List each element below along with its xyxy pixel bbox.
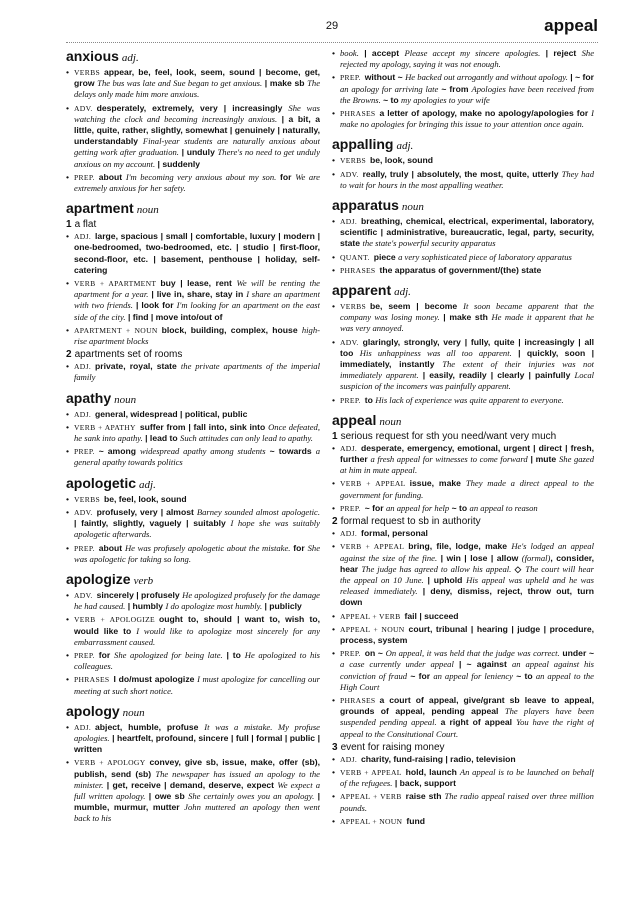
sense-label: event for raising money [340, 741, 445, 753]
grammar-label: ADV. [74, 590, 93, 600]
collocation-block [66, 446, 320, 468]
collocation-block [66, 361, 320, 383]
part-of-speech: adj. [139, 478, 156, 491]
collocation-text: fund [406, 815, 425, 826]
collocation-text: desperately, extremely, very | increasingly [96, 102, 289, 113]
part-of-speech: noun [122, 706, 145, 719]
grammar-label: APPEAL + NOUN [340, 816, 403, 826]
example-text: an appeal to the High Court [340, 670, 594, 692]
collocation-block [66, 674, 320, 696]
entry-headword [332, 136, 594, 152]
collocation-text: general, widespread | political, public [95, 408, 248, 419]
example-text: His lack of experience was quite apparent to everyone. [375, 394, 564, 405]
headword-text: apartment [66, 200, 134, 217]
entry-headword [332, 282, 594, 298]
sense-number: 2 [66, 349, 72, 361]
entry-headword [332, 197, 594, 213]
example-text: my apologies to your wife [401, 94, 490, 105]
collocation-text: | accept [358, 48, 405, 58]
collocation-text: | look for [132, 300, 177, 311]
grammar-label: ADJ. [340, 443, 358, 453]
grammar-label: ADJ. [340, 217, 358, 227]
collocation-block [66, 231, 320, 276]
collocation-block [332, 395, 594, 406]
grammar-label: ADJ. [340, 754, 358, 764]
grammar-label: VERBS [340, 156, 366, 166]
grammar-label: ADV. [74, 103, 93, 113]
collocation-text: court, tribunal | hearing | judge | procedure, process, system [340, 623, 594, 645]
grammar-label: VERB + APOLOGY [74, 758, 146, 768]
example-text: It was a mistake. My profuse apologies. [74, 721, 320, 743]
headword-text: appeal [332, 411, 377, 428]
example-text: We expect a full written apology. [74, 779, 320, 801]
dictionary-entry [66, 571, 320, 697]
collocation-text: appear, be, feel, look, seem, sound | become, get, grow [74, 67, 320, 89]
collocation-block [332, 301, 594, 335]
collocation-block [66, 614, 320, 648]
collocation-text: | mute [527, 454, 559, 465]
example-text: an appeal for help [385, 502, 450, 513]
collocation-text: profusely, very | almost [96, 506, 197, 517]
example-text: I'm becoming very anxious about my son. [125, 171, 277, 182]
headword-text: apologize [66, 570, 131, 587]
example-text: I would like to apologize most sincerely for any embarrassment caused. [74, 625, 320, 647]
example-text: I'm looking for an apartment on the east side of the city. [74, 300, 320, 322]
collocation-block [332, 155, 594, 166]
collocation-block [332, 791, 594, 813]
collocation-block [332, 503, 594, 514]
example-text: I must apologize for cancelling our meeting at such short notice. [74, 674, 320, 696]
example-text: On appeal, it was held that the judge was correct. [385, 648, 560, 659]
grammar-label: QUANT. [340, 252, 370, 262]
headword-text: apparatus [332, 197, 399, 214]
collocation-text: fail | succeed [404, 610, 459, 621]
sense-heading [332, 516, 594, 527]
collocation-text: for [290, 542, 308, 553]
collocation-text: abject, humble, profuse [95, 721, 205, 732]
example-text: He made it apparent that he was very annoyed. [340, 312, 594, 334]
collocation-text: a court of appeal, give/grant sb leave to appeal, grounds of appeal, pending appeal [340, 694, 594, 717]
collocation-block [332, 648, 594, 693]
collocation-text: | make sth [439, 312, 492, 323]
grammar-label: ADV. [340, 337, 359, 347]
collocation-text: really, truly | absolutely, the most, quite, utterly [362, 168, 562, 179]
sense-label: formal request to sb in authority [340, 516, 481, 528]
example-text: He apologized to his colleagues. [74, 649, 320, 672]
collocation-block [332, 695, 594, 740]
collocation-block [332, 48, 594, 70]
collocation-text: | ~ against [453, 659, 512, 670]
example-text: The delays only made him more anxious. [74, 78, 320, 100]
collocation-text: be, seem | become [369, 301, 464, 312]
grammar-label: VERB + APPEAL [340, 479, 406, 489]
entry-headword [66, 200, 320, 216]
grammar-label: VERBS [74, 494, 100, 504]
sense-label: serious request for sth you need/want very much [340, 430, 557, 442]
grammar-label: VERB + APPEAL [340, 542, 405, 552]
grammar-label: PREP. [74, 172, 95, 182]
collocation-text: formal, personal [361, 528, 428, 539]
grammar-label: VERB + APOLOGIZE [74, 615, 155, 625]
collocation-block [66, 722, 320, 756]
example-text: an appeal against his conviction of fraud [340, 659, 594, 681]
example-text: They made a direct appeal to the government for funding. [340, 478, 594, 500]
collocation-text: | suddenly [155, 158, 201, 169]
sense-heading [66, 219, 320, 230]
example-text: The bus was late and Sue began to get anxious. [97, 78, 263, 89]
example-text: She gazed at him in mute appeal. [340, 454, 594, 476]
collocation-text: sincerely | profusely [96, 589, 183, 600]
collocation-text: piece [373, 251, 399, 262]
example-text: It soon became apparent that the company was losing money. [340, 301, 594, 323]
collocation-text: buy | lease, rent [160, 278, 237, 289]
part-of-speech: noun [401, 201, 424, 214]
sense-number: 1 [66, 219, 72, 231]
collocation-text: block, building, complex, house [161, 324, 302, 335]
sense-number: 2 [332, 516, 338, 528]
collocation-block [332, 169, 594, 191]
grammar-label: ADJ. [340, 529, 358, 539]
example-text: Apologies have been received from the Browns. [340, 83, 594, 105]
headword-text: apologetic [66, 474, 137, 491]
collocation-text: raise sth [405, 791, 445, 802]
dictionary-entry [66, 200, 320, 383]
example-text: I make no apologies for bringing this issue to your attention once again. [340, 108, 594, 130]
collocation-text: | live in, share, stay in [148, 289, 247, 300]
collocation-text: on ~ [364, 648, 386, 659]
example-text: the state's powerful security apparatus [362, 238, 496, 249]
example-text: Once defeated, he sank into apathy. [74, 421, 320, 444]
collocation-block [66, 278, 320, 323]
collocation-text: | back, support [392, 778, 456, 789]
entry-headword [66, 703, 320, 719]
sense-number: 1 [332, 430, 338, 442]
collocation-text: bring, file, lodge, make [408, 541, 512, 552]
headword-text: anxious [66, 48, 119, 64]
example-text: The radio appeal raised over three million pounds. [340, 791, 594, 813]
collocation-text: | ~ for [567, 72, 594, 83]
entry-headword [66, 48, 320, 64]
collocation-text: | humbly [125, 601, 166, 612]
example-text: Local suspicion of the incomers was painfully apparent. [340, 370, 594, 392]
sense-number: 3 [332, 741, 338, 753]
example-text: He's lodged an appeal against the size of the fine. [340, 541, 594, 563]
dictionary-entry [66, 390, 320, 469]
collocation-text: for [98, 649, 115, 660]
example-text: His appeal was upheld and he was released immediately. [340, 574, 594, 597]
collocation-text: | mumble, murmur, mutter [74, 790, 320, 813]
collocation-text: | win | lose | allow [437, 552, 522, 563]
grammar-label: PREP. [74, 543, 95, 553]
example-text: She certainly owes you an apology. [188, 790, 315, 801]
part-of-speech: noun [114, 393, 137, 406]
grammar-label: ADJ. [74, 362, 92, 372]
collocation-text: the apparatus of government/(the) state [379, 264, 542, 275]
right-column [332, 48, 594, 905]
example-text: The court will hear the appeal on 10 June. [340, 563, 594, 585]
example-text: I do apologize most humbly. [165, 601, 263, 612]
page-header [66, 18, 598, 43]
sense-heading [332, 742, 594, 753]
example-text: the private apartments of the imperial family [74, 361, 320, 383]
example-text: His unhappiness was all too apparent. [359, 347, 512, 358]
grammar-label: ADJ. [74, 409, 92, 419]
example-text: Barney sounded almost apologetic. [196, 506, 320, 517]
example-text: She apologized for being late. [114, 649, 223, 660]
collocation-text: be, feel, look, sound [103, 493, 187, 504]
example-text: He was profusely apologetic about the mistake. [124, 542, 291, 553]
collocation-text: | find | move into/out of [125, 311, 223, 322]
example-text: a case currently under appeal [340, 659, 454, 670]
example-text: You have the right of appeal to the Consitutional Court. [340, 717, 594, 739]
grammar-label: PREP. [74, 447, 95, 457]
sense-label: apartments set of rooms [74, 349, 183, 361]
collocation-text: | make sb [262, 78, 308, 89]
part-of-speech: adj. [121, 52, 139, 64]
collocation-text: breathing, chemical, electrical, experimental, laboratory, scientific | administrative, bureaucratic, legal, party, security, state [340, 216, 594, 249]
example-text: I share an apartment with two friends. [74, 289, 320, 311]
collocation-block [66, 590, 320, 612]
grammar-label: PREP. [340, 73, 361, 83]
collocation-text: , consider, hear [340, 552, 594, 574]
collocation-block [332, 478, 594, 500]
grammar-label: PHRASES [74, 675, 110, 685]
collocation-block [332, 443, 594, 477]
collocation-text: | easily, readily | clearly | painfully [418, 370, 575, 381]
example-text: Final-year students are naturally anxious about getting work after graduation. [74, 136, 320, 158]
collocation-text: ~ among [98, 446, 140, 457]
collocation-block [66, 494, 320, 505]
example-text: He apologized profusely for the damage he had caused. [74, 589, 320, 612]
grammar-label: PREP. [74, 650, 95, 660]
collocation-block [332, 754, 594, 765]
grammar-label: PREP. [340, 503, 361, 513]
collocation-text: under ~ [559, 648, 594, 659]
entry-headword [332, 412, 594, 428]
collocation-block [66, 650, 320, 672]
collocation-block [66, 103, 320, 170]
part-of-speech: noun [136, 204, 159, 217]
collocation-block [332, 108, 594, 130]
collocation-block [332, 611, 594, 622]
grammar-label: VERBS [74, 68, 100, 77]
running-head: appeal [544, 16, 598, 35]
grammar-label: APARTMENT + NOUN [74, 325, 158, 335]
collocation-text: private, royal, state [95, 361, 181, 372]
grammar-label: PHRASES [340, 265, 376, 275]
collocation-text: for [276, 171, 296, 182]
entry-headword [66, 571, 320, 587]
grammar-label: PHRASES [340, 695, 376, 705]
collocation-text: about [98, 171, 126, 182]
collocation-text: large, spacious | small | comfortable, luxury | modern | one-bedroomed, two-bedroomed, etc. | studio | first-floor, second-floor, etc. | basement, penthouse | holiday, self-catering [74, 231, 320, 275]
collocation-text: ~ for [407, 670, 434, 681]
example-text: widespread apathy among students [139, 446, 266, 457]
collocation-text: | owe sb [145, 790, 189, 801]
part-of-speech: adj. [396, 140, 414, 153]
sense-label: a flat [74, 219, 97, 231]
example-text: They had to wait for hours in the most appalling weather. [340, 168, 594, 190]
collocation-text: desperate, emergency, emotional, urgent | direct | fresh, further [340, 442, 594, 465]
collocation-block [332, 216, 594, 250]
part-of-speech: verb [133, 574, 154, 587]
collocation-text: | publicly [262, 601, 302, 612]
example-text: an apology for arriving late [340, 83, 439, 94]
collocation-text: ~ for [364, 502, 386, 513]
page-number: 29 [325, 20, 339, 32]
collocation-block [66, 325, 320, 347]
dictionary-entry [332, 197, 594, 276]
collocation-text: | uphold [423, 574, 467, 585]
example-text: an appeal to reason [469, 502, 538, 513]
collocation-text: ~ to [449, 502, 470, 513]
example-text: (formal) [521, 552, 551, 563]
collocation-text: | quickly, soon | immediately, instantly [340, 347, 594, 370]
headword-text: appalling [332, 136, 394, 153]
collocation-text: convey, give sb, issue, make, offer (sb), publish, send (sb) [74, 757, 320, 779]
dictionary-entry [332, 136, 594, 191]
collocation-block [66, 507, 320, 541]
collocation-block [66, 409, 320, 420]
collocation-block [332, 528, 594, 539]
dictionary-entry [66, 48, 320, 194]
collocation-block [66, 543, 320, 565]
example-text: She was apologetic for taking so long. [74, 542, 320, 564]
collocation-text: | get, receive | demand, deserve, expect [103, 779, 278, 790]
headword-text: apathy [66, 389, 112, 406]
grammar-label: PREP. [340, 649, 361, 659]
dictionary-entry [332, 282, 594, 406]
collocation-text: | a bit, a little, quite, rather, slightly, somewhat | genuinely | naturally, understandably [74, 113, 320, 147]
collocation-text: glaringly, strongly, very | fully, quite | increasingly | all too [340, 336, 594, 358]
collocation-text: ~ to [512, 670, 536, 681]
grammar-label: PREP. [340, 395, 361, 405]
collocation-text: I do/must apologize [113, 674, 198, 685]
example-text: I hope she was suitably apologetic afterwards. [74, 518, 320, 540]
headword-text: apology [66, 702, 120, 719]
collocation-text: charity, fund-raising | radio, television [361, 753, 516, 764]
collocation-text: | unduly [178, 147, 218, 158]
collocation-block [332, 624, 594, 646]
collocation-text: | heartfelt, profound, sincere | full | formal | public | written [74, 732, 320, 755]
collocation-text: be, look, sound [369, 155, 434, 166]
entry-headword [66, 390, 320, 406]
collocation-text: ~ from [438, 83, 472, 94]
example-text: a general apathy towards politics [74, 446, 320, 468]
example-text: The newspaper has issued an apology to the minister. [74, 768, 320, 790]
dictionary-entry [332, 412, 594, 827]
collocation-text: ~ to [380, 94, 402, 105]
collocation-block [66, 422, 320, 444]
grammar-label: VERB + APATHY [74, 422, 136, 432]
collocation-text: ◇ [511, 563, 526, 574]
dictionary-entry [66, 703, 320, 825]
collocation-block [332, 72, 594, 106]
example-text: We will be renting the apartment for a year. [74, 278, 320, 300]
grammar-label: APPEAL + VERB [340, 792, 402, 802]
example-text: We are extremely anxious for her safety. [74, 171, 320, 194]
grammar-label: APPEAL + VERB [340, 611, 401, 621]
grammar-label: APPEAL + NOUN [340, 624, 405, 634]
sense-heading [332, 431, 594, 442]
collocation-text: about [98, 542, 125, 553]
example-text: a very sophisticated piece of laboratory apparatus [398, 251, 572, 262]
grammar-label: VERB + APARTMENT [74, 279, 157, 289]
collocation-block [332, 337, 594, 393]
example-text: book. [340, 48, 359, 58]
collocation-text: issue, make [409, 478, 466, 489]
collocation-text: ought to, should | want to, wish to, would like to [74, 614, 320, 636]
collocation-text: ~ towards [265, 446, 316, 457]
collocation-text: to [364, 394, 376, 405]
collocation-block [332, 265, 594, 276]
collocation-text: | deny, dismiss, reject, throw out, turn down [340, 586, 594, 608]
example-text: Such attitudes can only lead to apathy. [180, 433, 313, 444]
collocation-text: | reject [540, 48, 582, 58]
grammar-label: PHRASES [340, 109, 376, 119]
example-text: An appeal is to be launched on behalf of the refugees. [340, 766, 594, 789]
collocation-text: hold, launch [405, 766, 460, 777]
collocation-text: | to [222, 649, 245, 660]
collocation-block [332, 541, 594, 608]
dictionary-entry [332, 48, 594, 130]
left-column [66, 48, 320, 905]
sense-heading [66, 349, 320, 360]
example-text: John muttered an apology then went back to his [74, 802, 320, 824]
headword-text: apparent [332, 282, 392, 299]
dictionary-entry [66, 475, 320, 565]
collocation-text: | lead to [142, 433, 181, 444]
part-of-speech: noun [379, 415, 402, 428]
part-of-speech: adj. [394, 286, 411, 299]
collocation-block [332, 252, 594, 263]
example-text: Please accept my sincere apologies. [404, 48, 541, 58]
entry-headword [66, 475, 320, 491]
grammar-label: VERBS [340, 302, 366, 312]
example-text: The judge has agreed to allow his appeal. [361, 563, 512, 574]
collocation-block [332, 767, 594, 789]
example-text: an appeal for leniency [433, 670, 513, 681]
collocation-text: without ~ [364, 72, 406, 83]
example-text: He backed out arrogantly and without apology. [405, 72, 568, 83]
collocation-block [332, 816, 594, 827]
example-text: high-rise apartment blocks [74, 324, 320, 347]
grammar-label: ADJ. [74, 722, 92, 732]
grammar-label: ADV. [340, 169, 359, 179]
collocation-block [66, 757, 320, 824]
grammar-label: ADJ. [74, 232, 92, 242]
collocation-block [66, 67, 320, 101]
example-text: She was watching the clock and becoming increasingly anxious. [74, 102, 320, 124]
collocation-text: suffer from | fall into, sink into [139, 421, 269, 432]
example-text: a fresh appeal for witnesses to come forward [370, 454, 528, 465]
example-text: There's no need to get unduly anxious on my account. [74, 147, 320, 169]
collocation-text: a letter of apology, make no apology/apologies for [379, 108, 592, 119]
collocation-text: | faintly, slightly, vaguely | suitably [74, 518, 231, 529]
grammar-label: ADV. [74, 507, 93, 517]
example-text: She rejected my apology, saying it was not enough. [340, 48, 594, 70]
example-text: The extent of their injuries was not immediately apparent. [340, 359, 594, 381]
collocation-block [66, 172, 320, 194]
collocation-text: a right of appeal [436, 717, 517, 728]
example-text: The players have been suspended pending appeal. [340, 706, 594, 728]
grammar-label: VERB + APPEAL [340, 767, 402, 777]
